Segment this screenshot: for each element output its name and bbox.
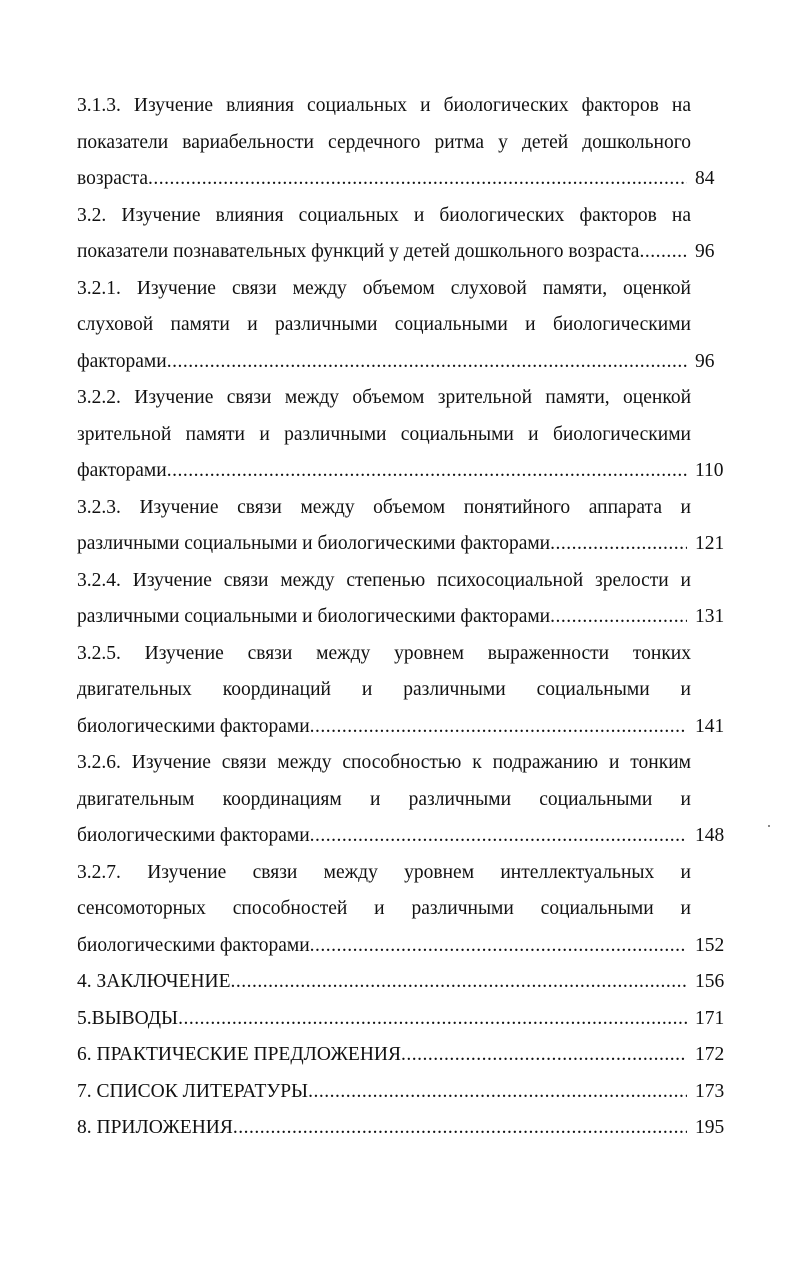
toc-page-number: 110 — [695, 460, 724, 481]
toc-page-number: 121 — [695, 533, 725, 554]
toc-entry — [77, 855, 737, 965]
toc-entry — [77, 1110, 737, 1147]
dot-leader — [310, 818, 687, 855]
toc-page-number: 96 — [695, 350, 715, 372]
toc-entry-title: факторами — [77, 350, 167, 372]
toc-entry-line: 3.2.3. Изучение связи между объемом понятийного аппарата и — [77, 496, 691, 518]
toc-entry — [77, 636, 737, 746]
toc-entry-title: биологическими факторами — [77, 715, 310, 737]
toc-page-number: 148 — [695, 825, 725, 846]
toc-entry-last-line — [77, 928, 737, 965]
toc-entry-last-line — [77, 526, 737, 563]
toc-page-number: 172 — [695, 1044, 725, 1065]
toc-entry — [77, 1001, 737, 1038]
toc-entry-title: 7. СПИСОК ЛИТЕРАТУРЫ — [77, 1080, 309, 1102]
toc-entry-line: двигательных координаций и различными социальными и — [77, 679, 691, 700]
toc-entry-line: 3.2.1. Изучение связи между объемом слуховой памяти, оценкой — [77, 277, 691, 299]
toc-entry-line: сенсомоторных способностей и различными социальными и — [77, 898, 691, 919]
toc-entry-last-line — [77, 709, 737, 746]
toc-entry — [77, 198, 737, 271]
toc-entry — [77, 964, 737, 1001]
toc-entry-line: зрительной памяти и различными социальными и биологическими — [77, 423, 691, 445]
toc-entry — [77, 88, 737, 198]
toc-entry-line: 3.2.2. Изучение связи между объемом зрительной памяти, оценкой — [77, 387, 691, 408]
toc-entry-line: 3.2.7. Изучение связи между уровнем интеллектуальных и — [77, 861, 691, 883]
toc-page-number: 141 — [695, 715, 725, 737]
dot-leader — [167, 453, 687, 490]
toc-entry-line: 3.2. Изучение влияния социальных и биологических факторов на — [77, 204, 691, 226]
toc-page-number: 131 — [695, 606, 725, 627]
dot-leader — [233, 1110, 687, 1147]
dot-leader — [308, 1074, 687, 1111]
toc-page-number: 152 — [695, 934, 725, 956]
toc-entry-line: двигательным координациям и различными социальными и — [77, 788, 691, 810]
toc-entry — [77, 271, 737, 381]
toc-entry-line: слуховой памяти и различными социальными и биологическими — [77, 314, 691, 335]
toc-page-number: 173 — [695, 1080, 725, 1102]
toc-page-number: 195 — [695, 1117, 725, 1138]
toc-entry-last-line — [77, 1037, 737, 1074]
table-of-contents — [77, 88, 737, 1147]
toc-entry-last-line — [77, 161, 737, 198]
toc-page-number: 96 — [695, 241, 715, 262]
dot-leader — [310, 709, 687, 746]
toc-entry-title: различными социальными и биологическими факторами — [77, 533, 551, 554]
toc-entry — [77, 490, 737, 563]
dot-leader — [401, 1037, 687, 1074]
toc-entry — [77, 745, 737, 855]
dot-leader — [231, 964, 687, 1001]
dot-leader — [550, 526, 687, 563]
toc-entry-line: показатели вариабельности сердечного ритма у детей дошкольного — [77, 131, 691, 153]
toc-entry-last-line — [77, 1001, 737, 1038]
toc-entry — [77, 563, 737, 636]
toc-entry-title: 4. ЗАКЛЮЧЕНИЕ — [77, 971, 231, 992]
toc-entry-title: факторами — [77, 460, 167, 481]
toc-entry-last-line — [77, 453, 737, 490]
scan-speck — [768, 825, 770, 827]
toc-entry-last-line — [77, 599, 737, 636]
toc-entry-last-line — [77, 344, 737, 381]
toc-page-number: 84 — [695, 168, 715, 189]
toc-entry-title: 8. ПРИЛОЖЕНИЯ — [77, 1117, 233, 1138]
toc-entry-line: 3.1.3. Изучение влияния социальных и биологических факторов на — [77, 95, 691, 116]
dot-leader — [148, 161, 687, 198]
toc-entry — [77, 380, 737, 490]
toc-entry-title: биологическими факторами — [77, 825, 310, 846]
dot-leader — [310, 928, 687, 965]
toc-entry-title: показатели познавательных функций у детей дошкольного возраста — [77, 241, 640, 262]
toc-entry-last-line — [77, 1110, 737, 1147]
toc-entry-title: 6. ПРАКТИЧЕСКИЕ ПРЕДЛОЖЕНИЯ — [77, 1044, 401, 1065]
toc-entry-last-line — [77, 1074, 737, 1111]
toc-entry-line: 3.2.6. Изучение связи между способностью к подражанию и тонким — [77, 752, 691, 773]
toc-entry-line: 3.2.5. Изучение связи между уровнем выраженности тонких — [77, 642, 691, 664]
toc-entry — [77, 1074, 737, 1111]
toc-entry-title: возраста — [77, 168, 149, 189]
toc-page-number: 156 — [695, 971, 725, 992]
dot-leader — [167, 344, 687, 381]
toc-entry-title: различными социальными и биологическими факторами — [77, 606, 551, 627]
toc-entry-last-line — [77, 234, 737, 271]
toc-entry-title: 5.ВЫВОДЫ — [77, 1007, 179, 1029]
toc-entry-last-line — [77, 964, 737, 1001]
toc-entry-title: биологическими факторами — [77, 934, 310, 956]
toc-page-number: 171 — [695, 1007, 725, 1029]
dot-leader — [178, 1001, 687, 1038]
toc-entry — [77, 1037, 737, 1074]
toc-entry-line: 3.2.4. Изучение связи между степенью психосоциальной зрелости и — [77, 569, 691, 591]
dot-leader — [639, 234, 687, 271]
dot-leader — [550, 599, 687, 636]
toc-entry-last-line — [77, 818, 737, 855]
